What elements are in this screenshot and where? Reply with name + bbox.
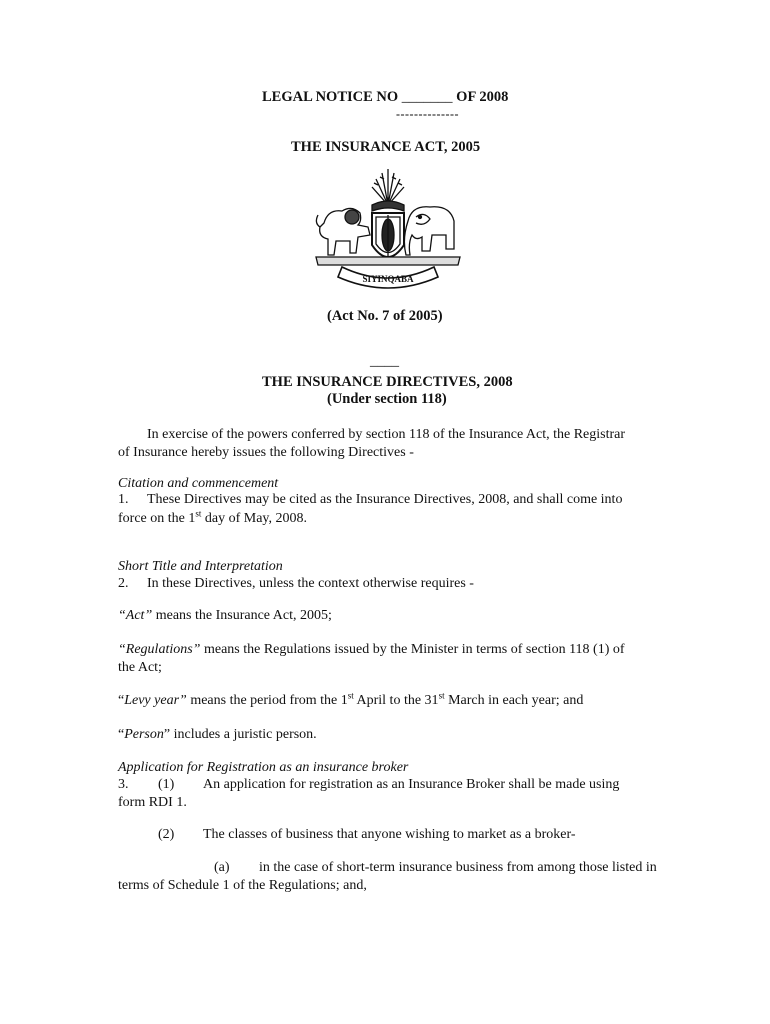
section-1-number: 1. (118, 492, 129, 507)
section-3-sub-1: (1) (158, 777, 175, 792)
section-2-line-1: In these Directives, unless the context otherwise requires - (147, 576, 474, 591)
directives-title: THE INSURANCE DIRECTIVES, 2008 (262, 374, 513, 390)
section-3-line-2: form RDI 1. (118, 795, 187, 810)
section-3-line-1: An application for registration as an Insurance Broker shall be made using (203, 777, 620, 792)
section-1-line-2: force on the 1st day of May, 2008. (118, 508, 308, 526)
section-3-item-a: (a) (214, 860, 230, 875)
notice-number-blank: _______ (401, 89, 453, 105)
separator-line: -------------- (396, 107, 459, 121)
section-3-sub-2: (2) (158, 827, 175, 842)
definition-person: “Person” includes a juristic person. (118, 727, 317, 742)
notice-label: LEGAL NOTICE NO (262, 89, 399, 105)
section-3-sub-2-text: The classes of business that anyone wishing to market as a broker- (203, 827, 576, 842)
section-3-item-a-text: in the case of short-term insurance business from among those listed in (259, 860, 657, 875)
section-2-heading: Short Title and Interpretation (118, 559, 283, 574)
definition-levy-year: “Levy year” means the period from the 1st April to the 31st March in each year; and (118, 690, 584, 708)
legal-notice-heading (262, 89, 508, 106)
definition-act: “Act” means the Insurance Act, 2005; (118, 608, 332, 623)
definition-regulations-line-2: the Act; (118, 660, 162, 675)
section-3-number: 3. (118, 777, 129, 792)
section-3-heading: Application for Registration as an insurance broker (118, 760, 409, 775)
section-1-heading: Citation and commencement (118, 476, 279, 491)
notice-year: OF 2008 (456, 89, 509, 105)
definition-regulations: “Regulations” means the Regulations issued by the Minister in terms of section 118 (1) of (118, 642, 625, 657)
act-number: (Act No. 7 of 2005) (327, 308, 443, 324)
coat-of-arms-icon (312, 165, 464, 295)
short-rule: ____ (370, 353, 399, 369)
intro-line-1: In exercise of the powers conferred by section 118 of the Insurance Act, the Registrar (147, 427, 626, 442)
emblem-motto: SIYINQABA (362, 274, 414, 284)
section-1-line-1: These Directives may be cited as the Insurance Directives, 2008, and shall come into (147, 492, 623, 507)
intro-line-2: of Insurance hereby issues the following Directives - (118, 445, 414, 460)
directives-subtitle: (Under section 118) (327, 391, 447, 407)
section-2-number: 2. (118, 576, 129, 591)
section-3-item-a-text-2: terms of Schedule 1 of the Regulations; and, (118, 878, 367, 893)
act-title: THE INSURANCE ACT, 2005 (291, 139, 481, 155)
